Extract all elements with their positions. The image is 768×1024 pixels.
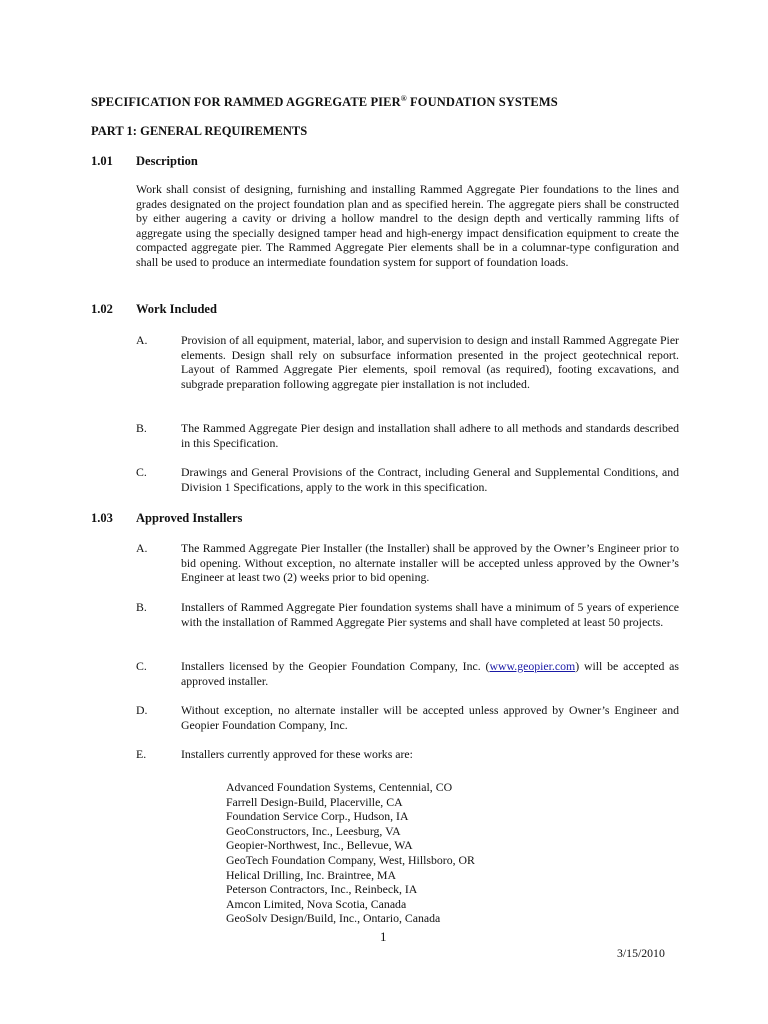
title-suffix: FOUNDATION SYSTEMS — [406, 95, 558, 110]
approved-installers-item-d: Without exception, no alternate installer will be accepted unless approved by Owner’s Engineer and Geopier Foundation Company, Inc. — [181, 703, 679, 732]
document-title — [91, 94, 558, 110]
item-c-text-start: Installers licensed by the Geopier Foundation Company, Inc. ( — [181, 659, 490, 673]
section-number-1-03: 1.03 — [91, 511, 113, 525]
list-item: GeoConstructors, Inc., Leesburg, VA — [226, 823, 401, 838]
work-included-item-a: Provision of all equipment, material, labor, and supervision to design and install Rammed Aggregate Pier elements. Design shall rely on subsurface information presented in the project geotechnical report. Layout of Rammed Aggregate Pier elements, spoil removal (as required), footing excavations, and subgrade preparation following aggregate pier installation is not included. — [181, 333, 679, 391]
description-paragraph: Work shall consist of designing, furnishing and installing Rammed Aggregate Pier foundations to the lines and grades designated on the project foundation plan and as specified herein. The aggregate piers shall be constructed by either augering a cavity or driving a hollow mandrel to the design depth and vertically ramming lifts of aggregate using the specially designed tamper head and high-energy impact densification equipment to create the compacted aggregate pier. The Rammed Aggregate Pier elements shall be in a columnar-type configuration and shall be used to produce an intermediate foundation system for support of foundation loads. — [136, 182, 679, 269]
item-letter-d: D. — [136, 703, 148, 717]
list-item: Geopier-Northwest, Inc., Bellevue, WA — [226, 838, 413, 853]
section-title-approved-installers: Approved Installers — [136, 511, 243, 525]
list-item: Peterson Contractors, Inc., Reinbeck, IA — [226, 882, 418, 897]
item-letter-e: E. — [136, 747, 147, 761]
work-included-item-c: Drawings and General Provisions of the Contract, including General and Supplemental Conditions, and Division 1 Specifications, apply to the work in this specification. — [181, 465, 679, 494]
section-title-description: Description — [136, 154, 198, 168]
section-title-work-included: Work Included — [136, 302, 217, 316]
approved-installers-item-b: Installers of Rammed Aggregate Pier foundation systems shall have a minimum of 5 years of experience with the installation of Rammed Aggregate Pier systems and shall have completed at least 50 projects. — [181, 600, 679, 629]
item-letter-a: A. — [136, 333, 148, 347]
list-item: Farrell Design-Build, Placerville, CA — [226, 794, 403, 809]
list-item: Foundation Service Corp., Hudson, IA — [226, 809, 409, 824]
section-number-1-01: 1.01 — [91, 154, 113, 168]
approved-installers-item-e: Installers currently approved for these works are: — [181, 747, 413, 761]
list-item: Helical Drilling, Inc. Braintree, MA — [226, 867, 397, 882]
installer-list — [226, 780, 475, 926]
item-letter-b: B. — [136, 600, 147, 614]
item-c-text-end: ) will be accepted as approved installer. — [181, 659, 679, 688]
title-text: SPECIFICATION FOR RAMMED AGGREGATE PIER — [91, 95, 401, 110]
item-letter-c: C. — [136, 659, 147, 673]
item-letter-b: B. — [136, 421, 147, 435]
footer-date: 3/15/2010 — [617, 946, 665, 960]
geopier-website-link[interactable]: www.geopier.com — [489, 659, 576, 673]
approved-installers-item-a: The Rammed Aggregate Pier Installer (the Installer) shall be approved by the Owner’s Engineer prior to bid opening. Without exception, no alternate installer will be accepted unless approved by the Owner’s Engineer at least two (2) weeks prior to bid opening. — [181, 541, 679, 585]
registered-mark: ® — [400, 94, 407, 103]
section-number-1-02: 1.02 — [91, 302, 113, 316]
page-number: 1 — [380, 929, 387, 944]
list-item: Advanced Foundation Systems, Centennial, CO — [226, 780, 453, 794]
item-letter-a: A. — [136, 541, 148, 555]
part-heading: PART 1: GENERAL REQUIREMENTS — [91, 124, 308, 138]
list-item: Amcon Limited, Nova Scotia, Canada — [226, 896, 407, 911]
approved-installers-item-c — [181, 659, 679, 688]
item-letter-c: C. — [136, 465, 147, 479]
list-item: GeoTech Foundation Company, West, Hillsboro, OR — [226, 852, 475, 867]
work-included-item-b: The Rammed Aggregate Pier design and installation shall adhere to all methods and standards described in this Specification. — [181, 421, 679, 450]
list-item: GeoSolv Design/Build, Inc., Ontario, Canada — [226, 911, 441, 926]
